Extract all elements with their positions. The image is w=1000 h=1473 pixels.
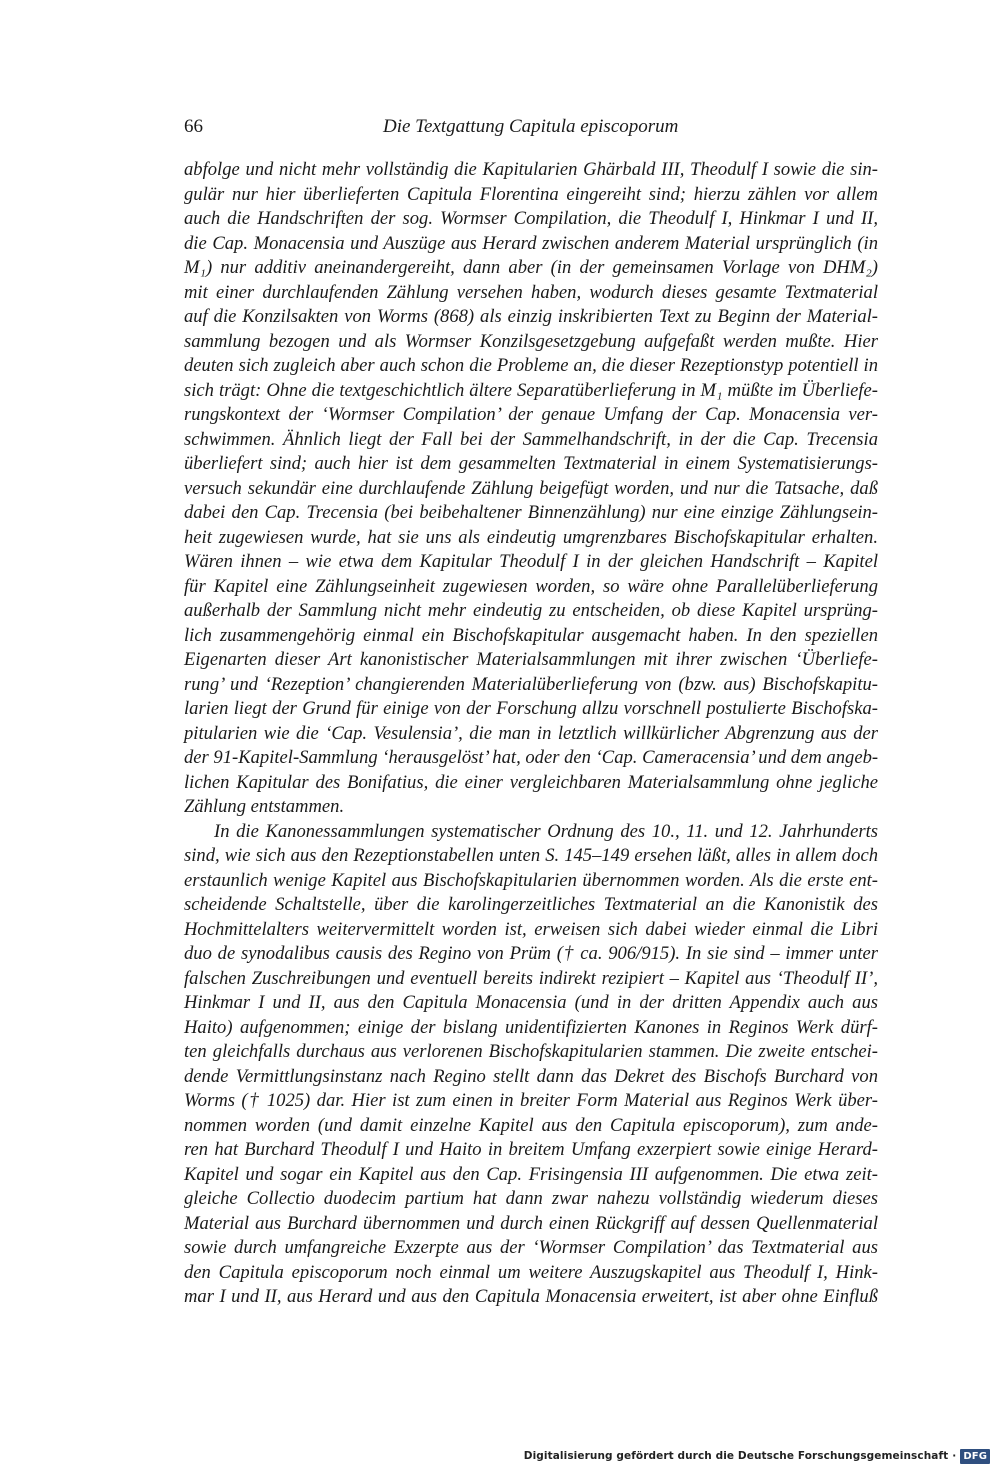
text-line: Wären ihnen – wie etwa dem Kapitular Theodulf I in der gleichen Handschrift – Kapitel xyxy=(184,551,878,572)
text-line: dabei den Cap. Trecensia (bei beibehaltener Binnenzählung) nur eine einzige Zählungsein- xyxy=(184,502,878,523)
text-line: die Cap. Monacensia und Auszüge aus Herard zwischen anderem Material ursprünglich (in xyxy=(184,232,878,254)
text-line: pitularien wie die ‘Cap. Vesulensia’, die man in letztlich willkürlicher Abgrenzung aus der xyxy=(184,722,878,744)
text-line: Worms († 1025) dar. Hier ist zum einen in breiter Form Material aus Reginos Werk über- xyxy=(184,1090,878,1111)
text-line: Haito) aufgenommen; einige der bislang unidentifizierten Kanones in Reginos Werk dürf- xyxy=(184,1016,878,1038)
text-line: auf die Konzilsakten von Worms (868) als einzig inskribierten Text zu Beginn der Material- xyxy=(184,306,878,327)
text-line: lichen Kapitular des Bonifatius, die einer vergleichbaren Materialsammlung ohne jegliche xyxy=(184,771,878,793)
text-line: versuch sekundär eine durchlaufende Zählung beigefügt worden, und nur die Tatsache, daß xyxy=(184,477,878,499)
text-line: scheidende Schaltstelle, über die karolingerzeitliches Textmaterial an die Kanonistik des xyxy=(184,894,878,915)
running-title: Die Textgattung Capitula episcoporum xyxy=(383,116,679,137)
text-line: rungskontext der ‘Wormser Compilation’ der genaue Umfang der Cap. Monacensia ver- xyxy=(184,404,878,425)
text-line: duo de synodalibus causis des Regino von Prüm († ca. 906/915). In sie sind – immer unter xyxy=(184,943,878,964)
text-line: für Kapitel eine Zählungseinheit zugewiesen worden, so wäre ohne Parallelüberlieferung xyxy=(184,575,878,597)
text-line: larien liegt der Grund für einige von der Forschung allzu vorschnell postulierte Bischofska- xyxy=(184,698,878,719)
text-line: abfolge und nicht mehr vollständig die Kapitularien Ghärbald III, Theodulf I sowie die sin- xyxy=(184,159,878,180)
text-line: gulär nur hier überlieferten Capitula Florentina eingereiht sind; hierzu zählen vor allem xyxy=(184,183,878,205)
text-line: In die Kanonessammlungen systematischer Ordnung des 10., 11. und 12. Jahrhunderts xyxy=(214,820,878,842)
text-line: sich trägt: Ohne die textgeschichtlich ältere Separatüberlieferung in M₁ müßte im Überliefe- xyxy=(184,379,878,401)
text-line: den Capitula episcoporum noch einmal um weitere Auszugskapitel aus Theodulf I, Hink- xyxy=(184,1261,878,1283)
text-line: ten gleichfalls durchaus aus verlorenen Bischofskapitularien stammen. Die zweite entschei- xyxy=(184,1041,878,1062)
text-line xyxy=(184,1310,878,1335)
text-line: dende Vermittlungsinstanz nach Regino stellt dann das Dekret des Bischofs Burchard von xyxy=(184,1065,878,1087)
text-line: nommen worden (und damit einzelne Kapitel aus den Capitula episcoporum), zum ande- xyxy=(184,1114,878,1136)
credit-text: Digitalisierung gefördert durch die Deutsche Forschungsgemeinschaft xyxy=(523,1450,949,1462)
text-line: heit zugewiesen wurde, hat sie uns als eindeutig umgrenzbares Bischofskapitular erhalten. xyxy=(184,526,878,548)
text-line: auch die Handschriften der sog. Wormser Compilation, die Theodulf I, Hinkmar I und II, xyxy=(184,208,878,229)
running-head xyxy=(184,114,878,144)
text-line: falschen Zuschreibungen und eventuell bereits indirekt rezipiert – Kapitel aus ‘Theodulf II’, xyxy=(184,967,878,989)
text-line: der 91-Kapitel-Sammlung ‘herausgelöst’ hat, oder den ‘Cap. Cameracensia’ und dem angeb- xyxy=(184,747,879,768)
text-line: Hinkmar I und II, aus den Capitula Monacensia (und in der dritten Appendix auch aus xyxy=(184,992,878,1013)
text-line: Hochmittelalters weitervermittelt worden ist, erweisen sich dabei wieder einmal die Libri xyxy=(184,918,878,940)
text-line: gleiche Collectio duodecim partium hat dann zwar nahezu vollständig wiederum dieses xyxy=(184,1188,878,1209)
dfg-logo-icon: DFG xyxy=(960,1449,990,1464)
text-line: mar I und II, aus Herard und aus den Capitula Monacensia erweitert, ist aber ohne Einfluß xyxy=(184,1286,878,1307)
text-line: außerhalb der Sammlung nicht mehr eindeutig zu entscheiden, ob diese Kapitel ursprüng- xyxy=(184,600,878,621)
text-line: sowie durch umfangreiche Exzerpte aus der ‘Wormser Compilation’ das Textmaterial aus xyxy=(184,1237,878,1258)
text-line: schwimmen. Ähnlich liegt der Fall bei der Sammelhandschrift, in der die Cap. Trecensia xyxy=(184,428,878,450)
text-line: Material aus Burchard übernommen und durch einen Rückgriff auf dessen Quellenmaterial xyxy=(184,1212,878,1234)
text-line: Eigenarten dieser Art kanonistischer Materialsammlungen mit ihrer zwischen ‘Überliefe- xyxy=(184,649,878,670)
text-line: Kapitel und sogar ein Kapitel aus den Cap. Frisingensia III aufgenommen. Die etwa zeit- xyxy=(184,1163,878,1185)
text-line: mit einer durchlaufenden Zählung versehen haben, wodurch dieses gesamte Textmaterial xyxy=(184,281,878,303)
text-line: rung’ und ‘Rezeption’ changierenden Materialüberlieferung von (bzw. aus) Bischofskapitu- xyxy=(184,673,878,695)
text-line: Zählung entstammen. xyxy=(184,796,345,817)
credit-separator: · xyxy=(952,1450,957,1462)
text-line: sammlung bezogen und als Wormser Konzilsgesetzgebung aufgefaßt werden mußte. Hier xyxy=(184,330,878,352)
text-line: M₁) nur additiv aneinandergereiht, dann aber (in der gemeinsamen Vorlage von DHM₂) xyxy=(184,257,878,278)
body-text xyxy=(184,158,878,1334)
text-line: überliefert sind; auch hier ist dem gesammelten Textmaterial in einem Systematisierungs- xyxy=(184,453,878,474)
text-line: ren hat Burchard Theodulf I und Haito in breitem Umfang exzerpiert sowie einige Herard- xyxy=(184,1139,878,1160)
text-line: erstaunlich wenige Kapitel aus Bischofskapitularien übernommen worden. Als die erste ent- xyxy=(184,869,878,891)
page-number: 66 xyxy=(184,116,203,137)
digitization-credit xyxy=(524,1447,990,1465)
text-line: deuten sich zugleich aber auch schon die Probleme an, die dieser Rezeptionstyp potentiell in xyxy=(184,355,878,376)
text-line: lich zusammengehörig einmal ein Bischofskapitular ausgemacht haben. In den speziellen xyxy=(184,624,878,646)
text-line: sind, wie sich aus den Rezeptionstabellen unten S. 145–149 ersehen läßt, alles in allem doch xyxy=(184,845,878,866)
